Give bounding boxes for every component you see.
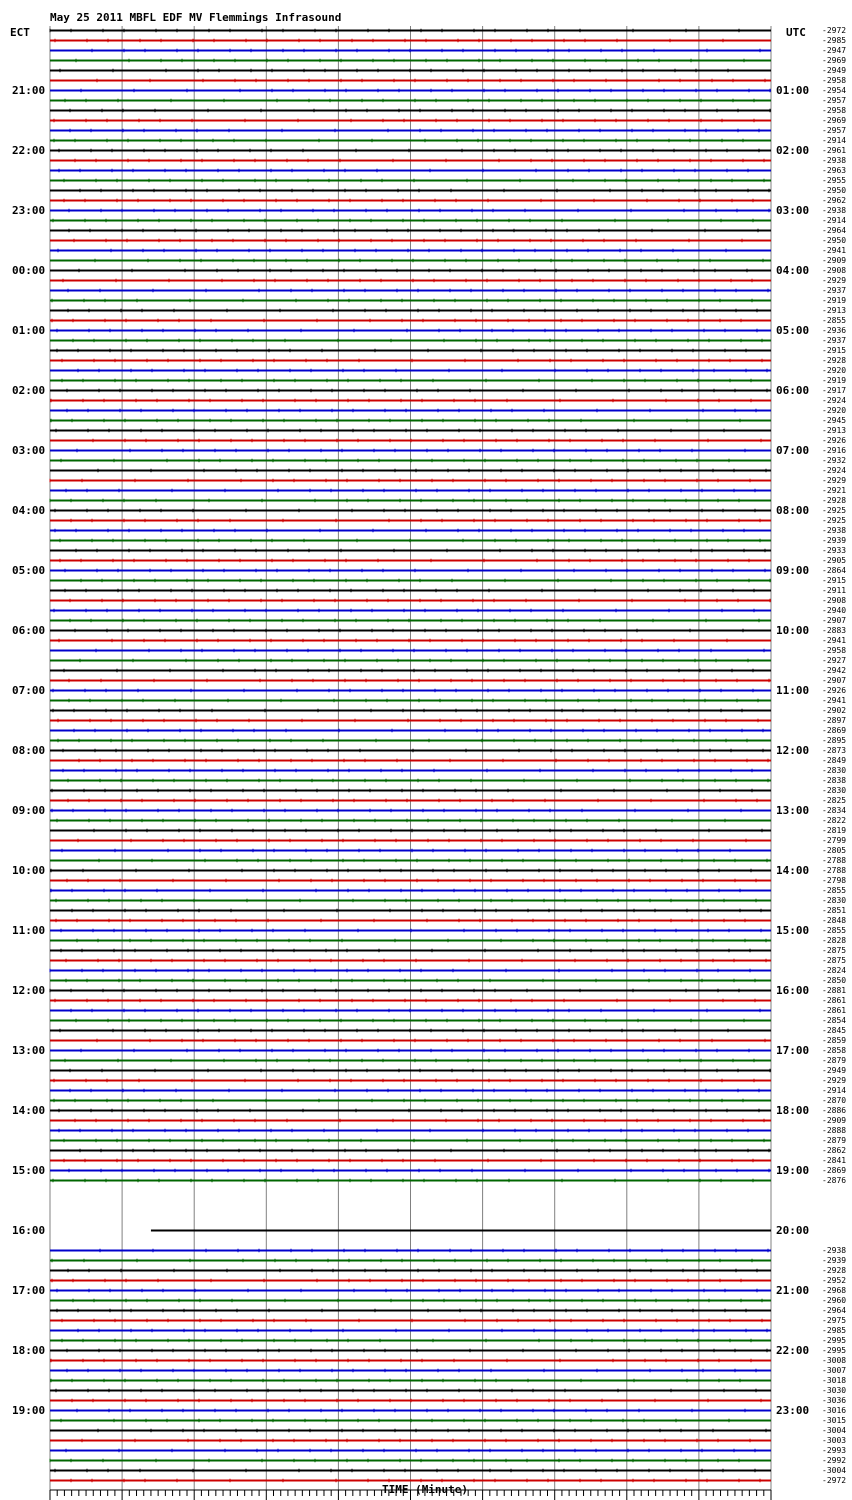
trace-value-label: -2929 bbox=[822, 1076, 847, 1085]
trace-value-label: -2993 bbox=[822, 1446, 847, 1455]
trace-value-label: -2805 bbox=[822, 846, 847, 855]
trace-value-label: -2941 bbox=[822, 246, 847, 255]
trace-value-label: -2924 bbox=[822, 466, 847, 475]
trace-value-label: -2897 bbox=[822, 716, 847, 725]
hour-label-utc: 20:00 bbox=[776, 1224, 810, 1237]
hour-label-utc: 03:00 bbox=[776, 204, 810, 217]
trace-value-label: -2955 bbox=[822, 176, 847, 185]
trace-value-label: -2888 bbox=[822, 1126, 847, 1135]
trace-value-label: -2995 bbox=[822, 1346, 847, 1355]
trace-value-label: -2861 bbox=[822, 996, 847, 1005]
trace-value-label: -2799 bbox=[822, 836, 847, 845]
trace-value-label: -2969 bbox=[822, 56, 847, 65]
hour-label-ect: 07:00 bbox=[12, 684, 46, 697]
hour-label-ect: 11:00 bbox=[12, 924, 46, 937]
trace-value-label: -3015 bbox=[822, 1416, 847, 1425]
trace-value-label: -2886 bbox=[822, 1106, 847, 1115]
trace-value-label: -2941 bbox=[822, 636, 847, 645]
trace-value-label: -2938 bbox=[822, 156, 847, 165]
trace-value-label: -2940 bbox=[822, 606, 847, 615]
trace-value-label: -2941 bbox=[822, 696, 847, 705]
hour-label-utc: 16:00 bbox=[776, 984, 810, 997]
trace-value-label: -2909 bbox=[822, 1116, 847, 1125]
trace-value-label: -2928 bbox=[822, 356, 847, 365]
trace-value-label: -2841 bbox=[822, 1156, 847, 1165]
trace-value-label: -2960 bbox=[822, 1296, 847, 1305]
trace-value-label: -2854 bbox=[822, 1016, 847, 1025]
trace-value-label: -2992 bbox=[822, 1456, 847, 1465]
trace-value-label: -2864 bbox=[822, 566, 847, 575]
trace-value-label: -2850 bbox=[822, 976, 847, 985]
hour-label-ect: 18:00 bbox=[12, 1344, 46, 1357]
trace-value-label: -2938 bbox=[822, 526, 847, 535]
hour-label-ect: 13:00 bbox=[12, 1044, 46, 1057]
hour-label-ect: 04:00 bbox=[12, 504, 46, 517]
hour-label-utc: 06:00 bbox=[776, 384, 810, 397]
trace-value-label: -2963 bbox=[822, 166, 847, 175]
trace-value-label: -2954 bbox=[822, 86, 847, 95]
trace-value-label: -2822 bbox=[822, 816, 847, 825]
trace-value-label: -2875 bbox=[822, 946, 847, 955]
trace-value-label: -2824 bbox=[822, 966, 847, 975]
trace-value-label: -2876 bbox=[822, 1176, 847, 1185]
hour-label-utc: 11:00 bbox=[776, 684, 810, 697]
hour-label-utc: 15:00 bbox=[776, 924, 810, 937]
trace-value-label: -2838 bbox=[822, 776, 847, 785]
trace-value-label: -2926 bbox=[822, 686, 847, 695]
trace-value-label: -2830 bbox=[822, 786, 847, 795]
trace-value-label: -2855 bbox=[822, 316, 847, 325]
hour-label-ect: 02:00 bbox=[12, 384, 46, 397]
trace-value-label: -2949 bbox=[822, 1066, 847, 1075]
trace-value-label: -2879 bbox=[822, 1136, 847, 1145]
trace-value-label: -2851 bbox=[822, 906, 847, 915]
trace-value-label: -2950 bbox=[822, 186, 847, 195]
hour-label-ect: 23:00 bbox=[12, 204, 46, 217]
trace-value-label: -2825 bbox=[822, 796, 847, 805]
trace-value-label: -2869 bbox=[822, 1166, 847, 1175]
hour-label-ect: 03:00 bbox=[12, 444, 46, 457]
hour-label-utc: 02:00 bbox=[776, 144, 810, 157]
trace-value-label: -2859 bbox=[822, 1036, 847, 1045]
trace-value-label: -2950 bbox=[822, 236, 847, 245]
hour-label-utc: 13:00 bbox=[776, 804, 810, 817]
hour-label-ect: 09:00 bbox=[12, 804, 46, 817]
trace-value-label: -2925 bbox=[822, 516, 847, 525]
trace-value-label: -2924 bbox=[822, 396, 847, 405]
trace-value-label: -2961 bbox=[822, 146, 847, 155]
trace-value-label: -2920 bbox=[822, 406, 847, 415]
trace-value-label: -2870 bbox=[822, 1096, 847, 1105]
hour-label-utc: 21:00 bbox=[776, 1284, 810, 1297]
trace-value-label: -3008 bbox=[822, 1356, 847, 1365]
hour-label-utc: 09:00 bbox=[776, 564, 810, 577]
trace-value-label: -2879 bbox=[822, 1056, 847, 1065]
hour-label-utc: 22:00 bbox=[776, 1344, 810, 1357]
trace-value-label: -3003 bbox=[822, 1436, 847, 1445]
trace-value-label: -2819 bbox=[822, 826, 847, 835]
hour-label-ect: 06:00 bbox=[12, 624, 46, 637]
trace-value-label: -2962 bbox=[822, 196, 847, 205]
trace-value-label: -2907 bbox=[822, 676, 847, 685]
trace-value-label: -2914 bbox=[822, 216, 847, 225]
trace-value-label: -2909 bbox=[822, 256, 847, 265]
trace-value-label: -2917 bbox=[822, 386, 847, 395]
trace-value-label: -2927 bbox=[822, 656, 847, 665]
trace-value-label: -2929 bbox=[822, 276, 847, 285]
trace-value-label: -2919 bbox=[822, 296, 847, 305]
trace-value-label: -2945 bbox=[822, 416, 847, 425]
hour-label-utc: 14:00 bbox=[776, 864, 810, 877]
trace-value-label: -2938 bbox=[822, 1246, 847, 1255]
hour-label-ect: 15:00 bbox=[12, 1164, 46, 1177]
trace-value-label: -3030 bbox=[822, 1386, 847, 1395]
trace-value-label: -2958 bbox=[822, 76, 847, 85]
trace-value-label: -2936 bbox=[822, 326, 847, 335]
trace-value-label: -3004 bbox=[822, 1426, 847, 1435]
trace-value-label: -2958 bbox=[822, 106, 847, 115]
trace-value-label: -2968 bbox=[822, 1286, 847, 1295]
hour-label-utc: 23:00 bbox=[776, 1404, 810, 1417]
trace-value-label: -2855 bbox=[822, 926, 847, 935]
trace-value-label: -2875 bbox=[822, 956, 847, 965]
trace-value-label: -2928 bbox=[822, 496, 847, 505]
trace-value-label: -2972 bbox=[822, 26, 847, 35]
trace-value-labels bbox=[822, 26, 846, 1485]
trace-value-label: -2947 bbox=[822, 46, 847, 55]
hour-label-ect: 22:00 bbox=[12, 144, 46, 157]
trace-value-label: -2939 bbox=[822, 1256, 847, 1265]
hour-label-utc: 10:00 bbox=[776, 624, 810, 637]
ect-label: ECT bbox=[10, 26, 30, 39]
trace-value-label: -2913 bbox=[822, 426, 847, 435]
hour-label-ect: 12:00 bbox=[12, 984, 46, 997]
trace-value-label: -2926 bbox=[822, 436, 847, 445]
trace-value-label: -2921 bbox=[822, 486, 847, 495]
hour-label-ect: 08:00 bbox=[12, 744, 46, 757]
trace-value-label: -2911 bbox=[822, 586, 847, 595]
trace-value-label: -2905 bbox=[822, 556, 847, 565]
hour-label-utc: 04:00 bbox=[776, 264, 810, 277]
trace-value-label: -2869 bbox=[822, 726, 847, 735]
hour-label-utc: 18:00 bbox=[776, 1104, 810, 1117]
hour-label-utc: 17:00 bbox=[776, 1044, 810, 1057]
hour-label-utc: 05:00 bbox=[776, 324, 810, 337]
chart-title: May 25 2011 MBFL EDF MV Flemmings Infrasound bbox=[50, 11, 342, 24]
trace-value-label: -2958 bbox=[822, 646, 847, 655]
trace-value-label: -2861 bbox=[822, 1006, 847, 1015]
trace-value-label: -2964 bbox=[822, 1306, 847, 1315]
trace-value-label: -2873 bbox=[822, 746, 847, 755]
trace-value-label: -2916 bbox=[822, 446, 847, 455]
trace-value-label: -2895 bbox=[822, 736, 847, 745]
hour-label-ect: 17:00 bbox=[12, 1284, 46, 1297]
trace-value-label: -2883 bbox=[822, 626, 847, 635]
trace-value-label: -2985 bbox=[822, 1326, 847, 1335]
hour-label-utc: 19:00 bbox=[776, 1164, 810, 1177]
trace-value-label: -3004 bbox=[822, 1466, 847, 1475]
trace-value-label: -2952 bbox=[822, 1276, 847, 1285]
trace-value-label: -3018 bbox=[822, 1376, 847, 1385]
trace-value-label: -2969 bbox=[822, 116, 847, 125]
trace-value-label: -2933 bbox=[822, 546, 847, 555]
trace-value-label: -2828 bbox=[822, 936, 847, 945]
hour-label-ect: 01:00 bbox=[12, 324, 46, 337]
trace-value-label: -2788 bbox=[822, 866, 847, 875]
trace-value-label: -3007 bbox=[822, 1366, 847, 1375]
trace-value-label: -2788 bbox=[822, 856, 847, 865]
trace-value-label: -2881 bbox=[822, 986, 847, 995]
trace-value-label: -2830 bbox=[822, 766, 847, 775]
trace-value-label: -3036 bbox=[822, 1396, 847, 1405]
trace-value-label: -2834 bbox=[822, 806, 847, 815]
trace-value-label: -2942 bbox=[822, 666, 847, 675]
trace-value-label: -2985 bbox=[822, 36, 847, 45]
trace-value-label: -2929 bbox=[822, 476, 847, 485]
trace-value-label: -2937 bbox=[822, 336, 847, 345]
hour-label-ect: 19:00 bbox=[12, 1404, 46, 1417]
trace-value-label: -2845 bbox=[822, 1026, 847, 1035]
hour-label-utc: 08:00 bbox=[776, 504, 810, 517]
x-axis-label: TIME (Minute) bbox=[381, 1483, 469, 1496]
hour-label-utc: 07:00 bbox=[776, 444, 810, 457]
trace-value-label: -2957 bbox=[822, 126, 847, 135]
trace-value-label: -2920 bbox=[822, 366, 847, 375]
utc-label: UTC bbox=[786, 26, 806, 39]
trace-value-label: -2902 bbox=[822, 706, 847, 715]
hour-label-ect: 10:00 bbox=[12, 864, 46, 877]
trace-value-label: -2908 bbox=[822, 266, 847, 275]
trace-value-label: -2932 bbox=[822, 456, 847, 465]
trace-value-label: -2925 bbox=[822, 506, 847, 515]
trace-value-label: -2908 bbox=[822, 596, 847, 605]
trace-value-label: -2848 bbox=[822, 916, 847, 925]
hour-label-ect: 21:00 bbox=[12, 84, 46, 97]
trace-value-label: -2995 bbox=[822, 1336, 847, 1345]
trace-value-label: -2798 bbox=[822, 876, 847, 885]
trace-value-label: -2907 bbox=[822, 616, 847, 625]
trace-value-label: -2939 bbox=[822, 536, 847, 545]
hour-label-ect: 05:00 bbox=[12, 564, 46, 577]
trace-value-label: -2862 bbox=[822, 1146, 847, 1155]
trace-value-label: -2849 bbox=[822, 756, 847, 765]
trace-value-label: -2919 bbox=[822, 376, 847, 385]
hour-label-ect: 14:00 bbox=[12, 1104, 46, 1117]
trace-value-label: -2949 bbox=[822, 66, 847, 75]
trace-value-label: -2915 bbox=[822, 576, 847, 585]
trace-value-label: -2957 bbox=[822, 96, 847, 105]
trace-value-label: -2830 bbox=[822, 896, 847, 905]
trace-value-label: -3016 bbox=[822, 1406, 847, 1415]
hour-label-utc: 01:00 bbox=[776, 84, 810, 97]
trace-value-label: -2964 bbox=[822, 226, 847, 235]
trace-value-label: -2858 bbox=[822, 1046, 847, 1055]
trace-value-label: -2915 bbox=[822, 346, 847, 355]
hour-label-ect: 00:00 bbox=[12, 264, 46, 277]
trace-value-label: -2914 bbox=[822, 136, 847, 145]
trace-value-label: -2972 bbox=[822, 1476, 847, 1485]
trace-value-label: -2928 bbox=[822, 1266, 847, 1275]
trace-value-label: -2975 bbox=[822, 1316, 847, 1325]
hour-label-utc: 12:00 bbox=[776, 744, 810, 757]
trace-value-label: -2914 bbox=[822, 1086, 847, 1095]
trace-value-label: -2937 bbox=[822, 286, 847, 295]
trace-value-label: -2913 bbox=[822, 306, 847, 315]
hour-label-ect: 16:00 bbox=[12, 1224, 46, 1237]
trace-value-label: -2938 bbox=[822, 206, 847, 215]
trace-value-label: -2855 bbox=[822, 886, 847, 895]
